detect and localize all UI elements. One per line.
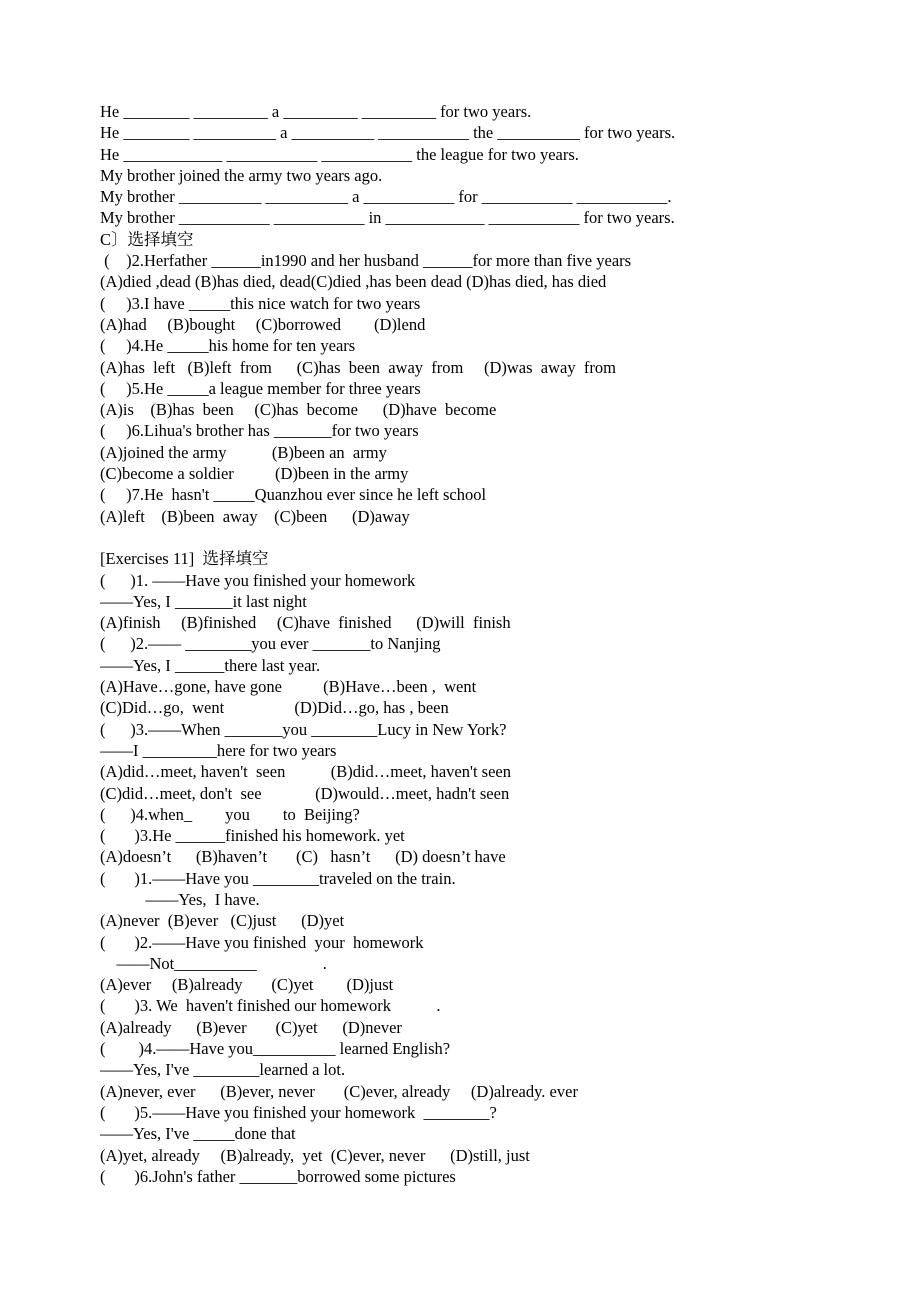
dialogue-line: ——Yes, I've _____done that (100, 1124, 296, 1144)
options-line: (A)already (B)ever (C)yet (D)never (100, 1017, 402, 1037)
worksheet-page (100, 101, 800, 1187)
options-line: (A)yet, already (B)already, yet (C)ever, never (D)still, just (100, 1145, 530, 1165)
section-heading: [Exercises 11] 选择填空 (100, 549, 269, 569)
options-line: (C)become a soldier (D)been in the army (100, 464, 409, 484)
dialogue-line: ——Yes, I've ________learned a lot. (100, 1060, 346, 1080)
options-line: (A)never, ever (B)ever, never (C)ever, already (D)already. ever (100, 1081, 578, 1101)
options-line: (A)ever (B)already (C)yet (D)just (100, 975, 394, 995)
options-line: (A)doesn’t (B)haven’t (C) hasn’t (D) doesn’t have (100, 847, 506, 867)
dialogue-line: ——Yes, I have. (100, 889, 260, 909)
options-line: (A)is (B)has been (C)has become (D)have become (100, 400, 497, 420)
options-line: (C)Did…go, went (D)Did…go, has , been (100, 698, 449, 718)
question-line: ( )7.He hasn't _____Quanzhou ever since he left school (100, 485, 487, 505)
question-line: ( )5.He _____a league member for three years (100, 378, 421, 398)
section-c (100, 229, 800, 527)
text-line: He ________ _________ a _________ _________ for two years. (100, 102, 532, 121)
dialogue-line: ——Not__________ . (100, 953, 327, 973)
question-line: ( )3.He ______finished his homework. yet (100, 826, 405, 846)
options-line: (A)left (B)been away (C)been (D)away (100, 506, 410, 526)
options-line: (A)did…meet, haven't seen (B)did…meet, haven't seen (100, 762, 511, 782)
dialogue-line: ——I _________here for two years (100, 740, 337, 760)
question-line: ( )3.——When _______you ________Lucy in New York? (100, 719, 507, 739)
text-line: My brother ___________ ___________ in ____________ ___________ for two years. (100, 208, 675, 228)
question-line: ( )5.——Have you finished your homework ________? (100, 1102, 497, 1122)
exercises-11 (100, 548, 800, 1187)
blank-spacer (100, 527, 800, 548)
options-line: (A)died ,dead (B)has died, dead(C)died ,has been dead (D)has died, has died (100, 272, 607, 292)
question-line: ( )4.when_ you to Beijing? (100, 804, 360, 824)
question-line: ( )3. We haven't finished our homework . (100, 996, 441, 1016)
section-b (100, 101, 800, 229)
question-line: ( )4.He _____his home for ten years (100, 336, 356, 356)
options-line: (C)did…meet, don't see (D)would…meet, hadn't seen (100, 783, 510, 803)
options-line: (A)finish (B)finished (C)have finished (D)will finish (100, 613, 511, 633)
dialogue-line: ——Yes, I _______it last night (100, 591, 307, 611)
options-line: (A)never (B)ever (C)just (D)yet (100, 911, 345, 931)
options-line: (A)Have…gone, have gone (B)Have…been , went (100, 677, 477, 697)
question-line: ( )2.——Have you finished your homework (100, 932, 424, 952)
options-line: (A)has left (B)left from (C)has been away from (D)was away from (100, 357, 616, 377)
question-line: ( )2.—— ________you ever _______to Nanjing (100, 634, 441, 654)
options-line: (A)joined the army (B)been an army (100, 442, 387, 462)
text-line: My brother __________ __________ a ___________ for ___________ ___________. (100, 187, 672, 207)
question-line: ( )6.John's father _______borrowed some pictures (100, 1166, 456, 1186)
text-line: He ____________ ___________ ___________ the league for two years. (100, 144, 579, 164)
question-line: ( )1.——Have you ________traveled on the train. (100, 868, 456, 888)
section-heading: C〕选择填空 (100, 229, 194, 249)
question-line: ( )1. ——Have you finished your homework (100, 570, 416, 590)
question-line: ( )2.Herfather ______in1990 and her husband ______for more than five years (100, 251, 632, 271)
text-line: He ________ __________ a __________ ___________ the __________ for two years. (100, 123, 676, 143)
question-line: ( )6.Lihua's brother has _______for two years (100, 421, 419, 441)
dialogue-line: ——Yes, I ______there last year. (100, 655, 321, 675)
text-line: My brother joined the army two years ago. (100, 165, 383, 185)
options-line: (A)had (B)bought (C)borrowed (D)lend (100, 314, 426, 334)
question-line: ( )4.——Have you__________ learned English? (100, 1039, 451, 1059)
question-line: ( )3.I have _____this nice watch for two years (100, 293, 421, 313)
